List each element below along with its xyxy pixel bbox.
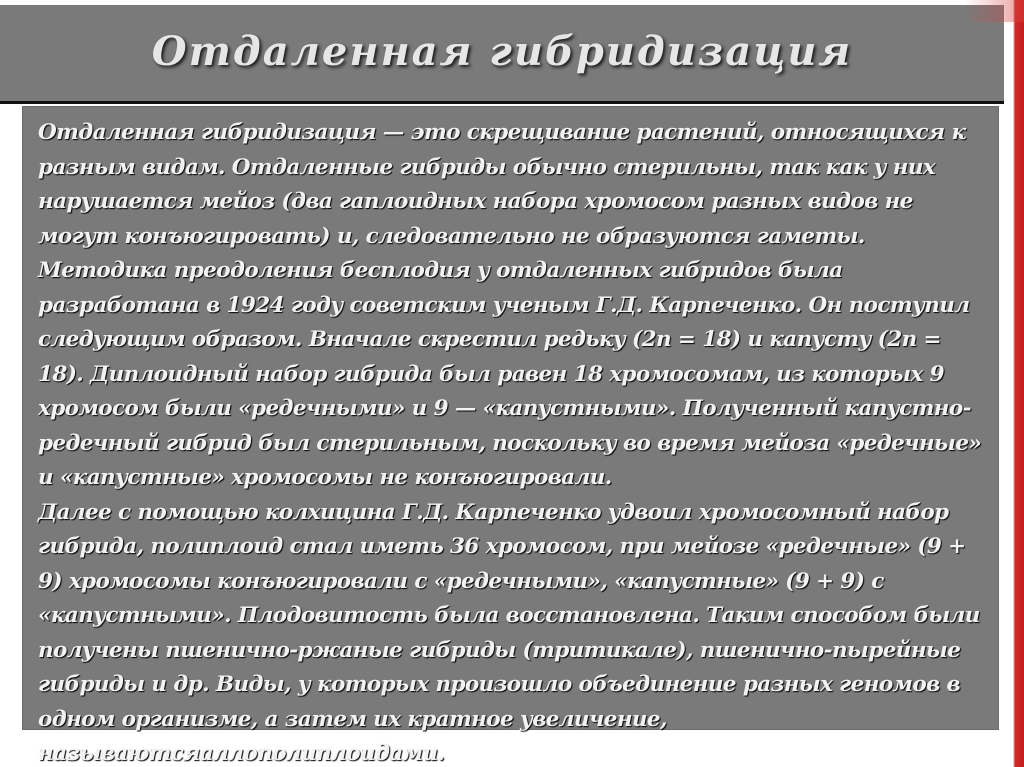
title-divider — [0, 101, 1004, 104]
right-accent-stripe — [1004, 0, 1024, 767]
right-accent-glow — [964, 0, 1024, 22]
paragraph-polyploid: Далее с помощью колхицина Г.Д. Карпеченко удвоил хромосомный набор гибрида, полиплоид стал иметь 36 хромосом, при мейозе «редечные» (9 + 9) хромосомы конъюгировали с «редечными», «капустные» (9 + 9) с «капустными». Плодовитость была восстановлена. Таким способом были получены пшенично-ржаные гибриды (тритикале), пшенично-пырейные гибриды и др. Виды, у которых произошло объединение разных геномов в одном организме, а затем их кратное увеличение, называютсяаллополиплоидами. — [38, 499, 980, 766]
slide-title: Отдаленная гибридизация — [151, 28, 853, 75]
paragraph-karpechenko-method: Методика преодоления бесплодия у отдаленных гибридов была разработана в 1924 году советским ученым Г.Д. Карпеченко. Он поступил следующим образом. Вначале скрестил редьку (2n = 18) и капусту (2n = 18). Диплоидный набор гибрида был равен 18 хромосомам, из которых 9 хромосом были «редечными» и 9 — «капустными». Полученный капустно-редечный гибрид был стерильным, поскольку во время мейоза «редечные» и «капустные» хромосомы не конъюгировали. — [38, 258, 982, 490]
paragraph-definition: Отдаленная гибридизация — это скрещивание растений, относящихся к разным видам. Отдаленные гибриды обычно стерильны, так как у них нарушается мейоз (два гаплоидных набора хромосом разных видов не могут конъюгировать) и, следовательно не образуются гаметы. — [38, 120, 966, 249]
body-text — [38, 116, 988, 767]
